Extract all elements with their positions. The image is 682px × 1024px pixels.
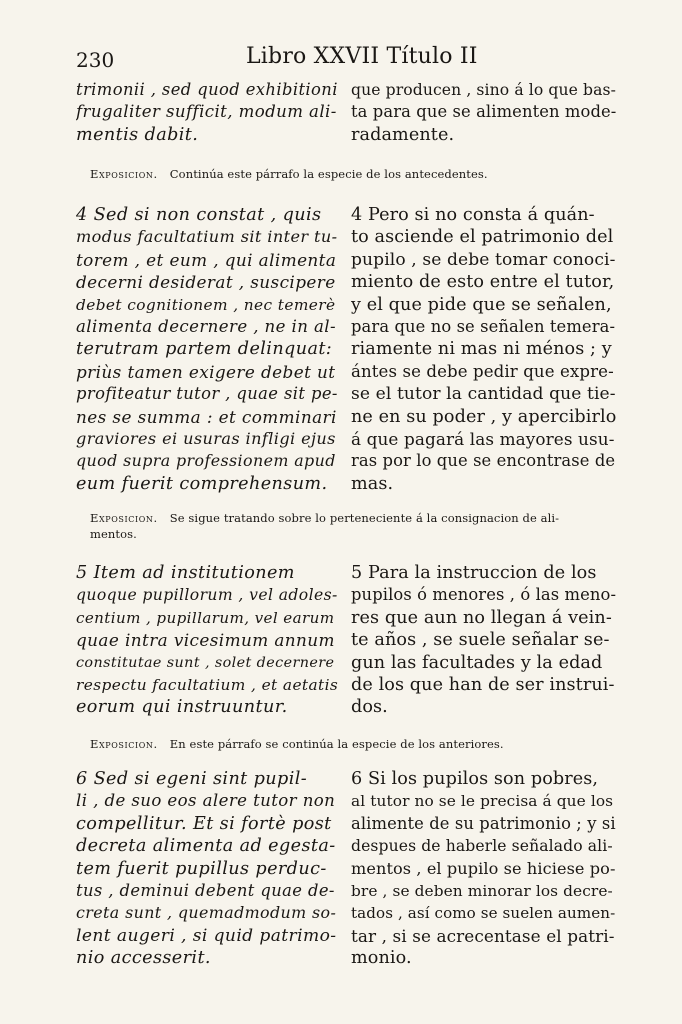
spanish-column xyxy=(351,562,616,719)
latin-line: 4 Sed si non constat , quis xyxy=(76,205,322,225)
latin-line: li , de suo eos alere tutor non xyxy=(76,791,336,811)
latin-line: quod supra professionem apud xyxy=(76,451,336,471)
latin-line: nes se summa : et comminari xyxy=(76,406,337,427)
latin-line: terutram partem delinquat: xyxy=(76,339,333,360)
exposicion-note xyxy=(90,511,610,542)
latin-line: 5 Item ad institutionem xyxy=(76,563,295,583)
spanish-line: riamente ni mas ni ménos ; y xyxy=(351,339,612,360)
latin-line: trimonii , sed quod exhibitioni xyxy=(76,80,338,99)
exposicion-text: En este párrafo se continúa la especie de los anteriores. xyxy=(169,737,504,751)
spanish-line: radamente. xyxy=(351,124,455,145)
latin-line: eum fuerit comprehensum. xyxy=(76,473,328,494)
exposicion-note xyxy=(90,737,610,753)
page-number: 230 xyxy=(76,48,115,72)
latin-line: compellitur. Et si fortè post xyxy=(76,813,332,834)
latin-line: 6 Sed si egeni sint pupil- xyxy=(76,769,308,789)
spanish-line: ras por lo que se encontrase de xyxy=(351,451,616,471)
spanish-line: ta para que se alimenten mode- xyxy=(351,102,616,122)
spanish-line: res que aun no llegan á vein- xyxy=(351,607,612,628)
latin-line: torem , et eum , qui alimenta xyxy=(76,249,337,270)
spanish-column xyxy=(351,768,616,970)
latin-line: priùs tamen exigere debet ut xyxy=(76,361,336,382)
latin-line: alimenta decernere , ne in al- xyxy=(76,317,337,337)
spanish-line: tados , así como se suelen aumen- xyxy=(351,904,616,923)
latin-line: decreta alimenta ad egesta- xyxy=(76,836,336,857)
spanish-line: te años , se suele señalar se- xyxy=(351,630,610,651)
spanish-line: pupilos ó menores , ó las meno- xyxy=(351,585,616,605)
spanish-line: se el tutor la cantidad que tie- xyxy=(351,384,616,405)
spanish-line: gun las facultades y la edad xyxy=(351,652,603,673)
exposicion-text: Continúa este párrafo la especie de los antecedentes. xyxy=(169,167,488,181)
latin-line: constitutae sunt , solet decernere xyxy=(76,654,335,671)
spanish-line: de los que han de ser instrui- xyxy=(351,675,615,696)
spanish-line: alimente de su patrimonio ; y si xyxy=(351,813,616,833)
spanish-line: ántes se debe pedir que expre- xyxy=(351,361,614,381)
spanish-line: to asciende el patrimonio del xyxy=(351,227,614,248)
latin-line: decerni desiderat , suscipere xyxy=(76,272,336,293)
spanish-line: 4 Pero si no consta á quán- xyxy=(351,205,595,225)
latin-line: eorum qui instruuntur. xyxy=(76,697,288,718)
latin-column xyxy=(76,79,338,146)
latin-line: creta sunt , quemadmodum so- xyxy=(76,903,337,923)
spanish-line: que producen , sino á lo que bas- xyxy=(351,81,616,99)
latin-line: centium , pupillarum, vel earum xyxy=(76,608,335,627)
latin-line: profiteatur tutor , quae sit pe- xyxy=(76,384,338,404)
latin-line: respectu facultatium , et aetatis xyxy=(76,676,338,695)
latin-line: debet cognitionem , nec temerè xyxy=(76,295,336,314)
latin-line: frugaliter sufficit, modum ali- xyxy=(76,102,337,122)
latin-line: nio accesserit. xyxy=(76,948,211,969)
latin-column xyxy=(76,204,338,495)
running-title: Libro XXVII Título II xyxy=(246,44,478,69)
spanish-line: mentos , el pupilo se hiciese po- xyxy=(351,858,616,878)
spanish-line: 6 Si los pupilos son pobres, xyxy=(351,769,599,789)
latin-line: graviores ei usuras infligi ejus xyxy=(76,429,336,449)
latin-line: tem fuerit pupillus perduc- xyxy=(76,858,327,879)
latin-line: quoque pupillorum , vel adoles- xyxy=(76,586,338,605)
spanish-line: para que no se señalen temera- xyxy=(351,317,616,337)
spanish-line: 5 Para la instruccion de los xyxy=(351,563,597,583)
spanish-column xyxy=(351,204,616,495)
latin-line: quae intra vicesimum annum xyxy=(76,630,335,651)
latin-line: lent augeri , si quid patrimo- xyxy=(76,925,337,946)
spanish-line: dos. xyxy=(351,697,388,718)
page-header xyxy=(76,44,616,74)
latin-column xyxy=(76,562,338,719)
exposicion-label: Exposicion. xyxy=(90,737,158,751)
spanish-line: despues de haberle señalado ali- xyxy=(351,837,613,856)
spanish-line: pupilo , se debe tomar conoci- xyxy=(351,249,616,270)
spanish-line: al tutor no se le precisa á que los xyxy=(351,792,614,811)
latin-line: modus facultatium sit inter tu- xyxy=(76,227,338,247)
latin-line: mentis dabit. xyxy=(76,124,199,145)
exposicion-label: Exposicion. xyxy=(90,167,158,181)
latin-column xyxy=(76,768,338,970)
spanish-line: miento de esto entre el tutor, xyxy=(351,272,615,293)
spanish-line: tar , si se acrecentase el patri- xyxy=(351,925,615,946)
exposicion-text: mentos. xyxy=(90,526,137,541)
spanish-line: y el que pide que se señalen, xyxy=(351,294,612,315)
latin-line: tus , deminui debent quae de- xyxy=(76,881,335,901)
spanish-line: bre , se deben minorar los decre- xyxy=(351,882,613,901)
spanish-column xyxy=(351,79,616,146)
spanish-line: mas. xyxy=(351,473,394,494)
exposicion-label: Exposicion. xyxy=(90,511,158,525)
spanish-line: ne en su poder , y apercibirlo xyxy=(351,406,616,427)
spanish-line: monio. xyxy=(351,948,412,969)
exposicion-note xyxy=(90,167,610,183)
exposicion-text: Se sigue tratando sobre lo perteneciente á la consignacion de ali- xyxy=(169,511,560,525)
spanish-line: á que pagará las mayores usu- xyxy=(351,429,615,450)
